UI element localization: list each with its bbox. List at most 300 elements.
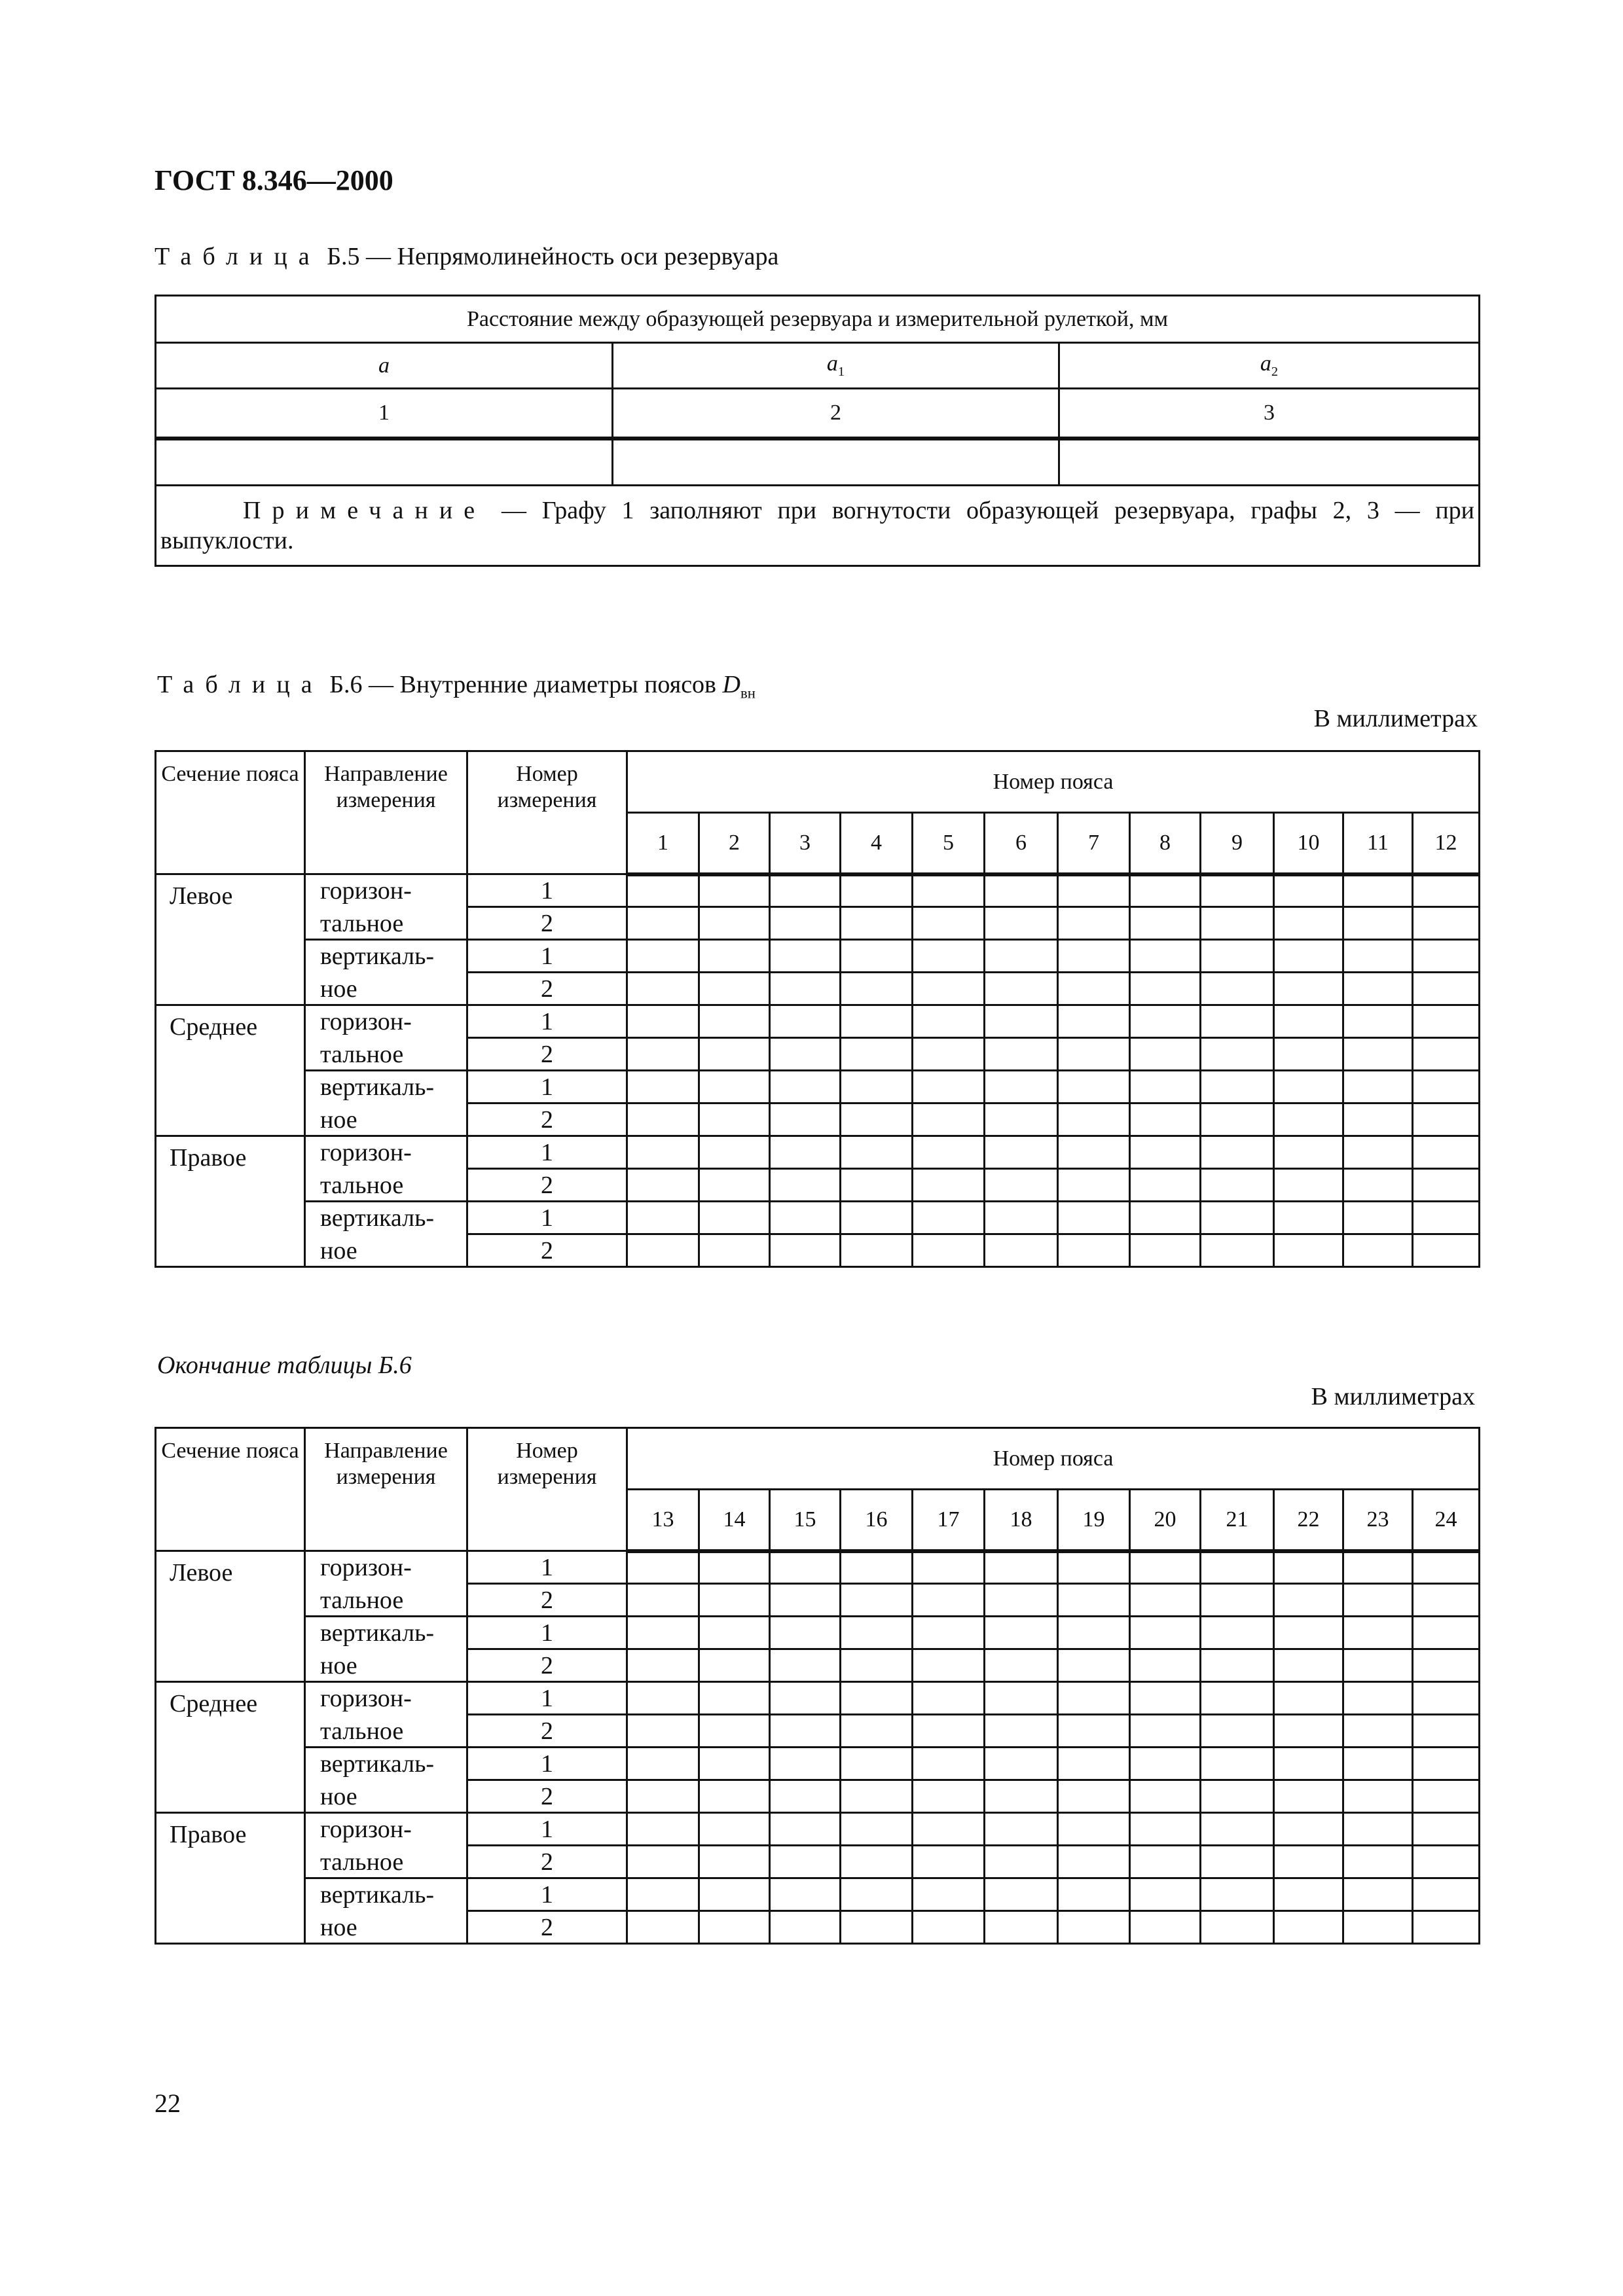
data-cell [985,1682,1058,1715]
data-cell [1274,1911,1343,1944]
data-cell [913,1617,985,1649]
table-row [156,874,1480,907]
table-row [156,907,1480,940]
data-cell [627,1715,699,1748]
data-cell [770,940,841,973]
data-cell [1274,1071,1343,1103]
data-cell [985,907,1058,940]
data-cell [1130,1136,1201,1169]
data-cell [1201,1649,1274,1682]
data-cell [1130,973,1201,1005]
table-b5-colnum: 1 [156,389,613,439]
page-number: 22 [155,2089,181,2118]
data-cell [841,1038,913,1071]
table-b6-end-units: В миллиметрах [1311,1383,1475,1410]
data-cell [699,1617,770,1649]
data-cell [1058,1584,1130,1617]
data-cell [1058,940,1130,973]
table-b5-main-header: Расстояние между образующей резервуара и измерительной рулеткой, мм [156,296,1480,343]
data-cell [1274,1234,1343,1267]
data-cell [1343,940,1413,973]
belt-number-cell: 2 [699,813,770,874]
data-cell [1413,1584,1480,1617]
data-cell [913,1234,985,1267]
table-b5-col-a1: $a_1$ [613,343,1059,389]
measure-number-cell: 1 [467,1617,627,1649]
data-cell [627,1878,699,1911]
data-cell [1201,1813,1274,1846]
data-cell [841,1103,913,1136]
table-b5-colnum: 3 [1059,389,1480,439]
data-cell [985,1813,1058,1846]
col-measure-header: Номер измерения [467,751,627,874]
data-cell [1413,1136,1480,1169]
data-cell [1413,1617,1480,1649]
data-cell [841,874,913,907]
data-cell [1201,1202,1274,1234]
data-cell [1343,1813,1413,1846]
data-cell [1201,1136,1274,1169]
data-cell [1201,1846,1274,1878]
table-row [156,1584,1480,1617]
table-row [156,1234,1480,1267]
data-cell [1058,1780,1130,1813]
data-cell [1413,1878,1480,1911]
data-cell [1343,1551,1413,1584]
data-cell [1130,1649,1201,1682]
data-cell [770,1005,841,1038]
data-cell [770,1617,841,1649]
data-cell [1130,874,1201,907]
data-cell [985,1748,1058,1780]
belt-number-cell: 11 [1343,813,1413,874]
col-measure-header: Номер измерения [467,1428,627,1551]
table-row [156,940,1480,973]
data-cell [1130,1169,1201,1202]
data-cell [1274,1748,1343,1780]
direction-cell: вертикаль- [305,1071,467,1103]
section-cell: Левое [156,1551,305,1682]
data-cell [627,1005,699,1038]
data-cell [770,1682,841,1715]
data-cell [627,907,699,940]
data-cell [1058,1071,1130,1103]
data-cell [913,1136,985,1169]
data-cell [699,1551,770,1584]
data-cell [913,1005,985,1038]
data-cell [1413,907,1480,940]
data-cell [841,1682,913,1715]
table-row [156,1878,1480,1911]
direction-cell: ное [305,1234,467,1267]
data-cell [770,1103,841,1136]
data-cell [627,1813,699,1846]
data-cell [1413,973,1480,1005]
data-cell [1413,1005,1480,1038]
data-cell [699,1103,770,1136]
data-cell [1343,1136,1413,1169]
data-cell [1130,940,1201,973]
data-cell [627,1748,699,1780]
data-cell [627,1846,699,1878]
data-cell [841,973,913,1005]
data-cell [770,1584,841,1617]
measure-number-cell: 1 [467,1748,627,1780]
data-cell [1343,1234,1413,1267]
data-cell [1130,1780,1201,1813]
data-cell [1413,1682,1480,1715]
data-cell [1413,1202,1480,1234]
data-cell [1058,1169,1130,1202]
table-row [156,1846,1480,1878]
data-cell [1130,1813,1201,1846]
data-cell [1413,1748,1480,1780]
data-cell [913,1169,985,1202]
data-cell [1343,1780,1413,1813]
data-cell [699,1682,770,1715]
measure-number-cell: 1 [467,1878,627,1911]
data-cell [627,940,699,973]
measure-number-cell: 2 [467,1780,627,1813]
data-cell [770,1234,841,1267]
direction-cell: вертикаль- [305,1878,467,1911]
data-cell [985,1234,1058,1267]
data-cell [770,1649,841,1682]
data-cell [913,1780,985,1813]
belt-number-cell: 10 [1274,813,1343,874]
section-cell: Правое [156,1813,305,1944]
data-cell [1201,1038,1274,1071]
data-cell [1274,940,1343,973]
caption-prefix: Таблица [155,243,321,270]
data-cell [1413,1071,1480,1103]
data-cell [1413,1715,1480,1748]
data-cell [1201,1071,1274,1103]
data-cell [1274,1103,1343,1136]
data-cell [1274,1617,1343,1649]
data-cell [1058,1748,1130,1780]
data-cell [1058,973,1130,1005]
data-cell [1274,1682,1343,1715]
table-row [156,1136,1480,1169]
data-cell [841,1748,913,1780]
section-cell: Среднее [156,1682,305,1813]
measure-number-cell: 1 [467,1813,627,1846]
data-cell [1413,1551,1480,1584]
data-cell [770,1748,841,1780]
data-cell [770,1911,841,1944]
data-cell [1274,1202,1343,1234]
data-cell [1274,1813,1343,1846]
col-direction-header: Направление измерения [305,751,467,874]
data-cell [841,1813,913,1846]
data-cell [1058,1911,1130,1944]
direction-cell: горизон- [305,874,467,907]
belt-number-cell: 20 [1130,1490,1201,1551]
data-cell [770,1846,841,1878]
data-cell [1201,874,1274,907]
data-cell [1058,1813,1130,1846]
table-row [156,1682,1480,1715]
data-cell [770,1551,841,1584]
table-row [156,1071,1480,1103]
direction-cell: тальное [305,1584,467,1617]
table-b6-caption [157,670,756,702]
col-section-header: Сечение пояса [156,751,305,874]
data-cell [1130,1551,1201,1584]
direction-cell: ное [305,1103,467,1136]
data-cell [1201,1682,1274,1715]
data-cell [1058,1878,1130,1911]
data-cell [1413,1780,1480,1813]
data-cell [699,940,770,973]
note-prefix: Примечание [243,497,486,524]
data-cell [1274,1780,1343,1813]
data-cell [1201,940,1274,973]
data-cell [1274,874,1343,907]
data-cell [985,1103,1058,1136]
data-cell [985,1617,1058,1649]
caption-text: Б.5 — Непрямолинейность оси резервуара [327,243,779,270]
measure-number-cell: 2 [467,1234,627,1267]
data-cell [1343,1846,1413,1878]
caption-text: Б.6 — Внутренние диаметры поясов [329,671,723,698]
data-cell [627,1202,699,1234]
data-cell [841,1649,913,1682]
data-cell [1130,1103,1201,1136]
table-row [156,1103,1480,1136]
data-cell [1201,907,1274,940]
measure-number-cell: 1 [467,1071,627,1103]
data-cell [841,1617,913,1649]
data-cell [1343,1005,1413,1038]
data-cell [627,1234,699,1267]
data-cell [1058,874,1130,907]
direction-cell: ное [305,1649,467,1682]
data-cell [841,1846,913,1878]
data-cell [1274,1169,1343,1202]
table-row [156,1202,1480,1234]
data-cell [985,1878,1058,1911]
data-cell [913,1038,985,1071]
measure-number-cell: 1 [467,1551,627,1584]
data-cell [913,940,985,973]
direction-cell: вертикаль- [305,1202,467,1234]
table-row [156,1169,1480,1202]
data-cell [1201,1780,1274,1813]
direction-cell: горизон- [305,1136,467,1169]
section-cell: Левое [156,874,305,1005]
data-cell [1274,1715,1343,1748]
document-title: ГОСТ 8.346—2000 [155,164,393,196]
belt-number-cell: 4 [841,813,913,874]
caption-prefix: Таблица [157,671,323,698]
data-cell [699,1136,770,1169]
data-cell [1058,1136,1130,1169]
direction-cell: тальное [305,1038,467,1071]
data-cell [1274,1005,1343,1038]
section-cell: Правое [156,1136,305,1267]
measure-number-cell: 1 [467,1682,627,1715]
data-cell [699,1005,770,1038]
data-cell [627,1682,699,1715]
measure-number-cell: 2 [467,1846,627,1878]
note-text: — Графу 1 заполняют при вогнутости образующей резервуара, графы 2, 3 — при выпуклости. [160,497,1474,554]
table-b5-col-a: a [156,343,613,389]
direction-cell: вертикаль- [305,940,467,973]
data-cell [627,1780,699,1813]
data-cell [699,907,770,940]
table-row [156,1813,1480,1846]
data-cell [1201,1551,1274,1584]
data-cell [841,1911,913,1944]
data-cell [627,1911,699,1944]
data-cell [1201,1584,1274,1617]
data-cell [985,1715,1058,1748]
table-b5-caption [155,242,778,271]
data-cell [627,874,699,907]
data-cell [627,1136,699,1169]
data-cell [985,1780,1058,1813]
data-cell [1201,1748,1274,1780]
data-cell [1274,907,1343,940]
data-cell [841,1715,913,1748]
data-cell [627,1617,699,1649]
data-cell [913,1071,985,1103]
data-cell [1058,1617,1130,1649]
measure-number-cell: 2 [467,973,627,1005]
table-row [156,1617,1480,1649]
table-row [156,1038,1480,1071]
data-cell [1201,1911,1274,1944]
belt-number-cell: 8 [1130,813,1201,874]
data-cell [1413,940,1480,973]
data-cell [1130,1038,1201,1071]
data-cell [699,973,770,1005]
data-cell [1343,1878,1413,1911]
data-cell [1343,1103,1413,1136]
belt-number-cell: 18 [985,1490,1058,1551]
data-cell [1058,1682,1130,1715]
data-cell [1201,1715,1274,1748]
data-cell [1413,874,1480,907]
data-cell [1058,1551,1130,1584]
data-cell [1130,1584,1201,1617]
belt-number-cell: 13 [627,1490,699,1551]
data-cell [841,1169,913,1202]
caption-symbol: D [722,671,740,698]
direction-cell: тальное [305,1846,467,1878]
data-cell [770,1169,841,1202]
data-cell [1201,1005,1274,1038]
data-cell [1058,907,1130,940]
data-cell [699,1813,770,1846]
data-cell [913,1649,985,1682]
data-cell [699,1878,770,1911]
data-cell [1058,1005,1130,1038]
data-cell [1343,907,1413,940]
belt-number-cell: 9 [1201,813,1274,874]
belt-number-cell: 21 [1201,1490,1274,1551]
direction-cell: горизон- [305,1682,467,1715]
data-cell [913,1878,985,1911]
data-cell [699,1846,770,1878]
direction-cell: тальное [305,907,467,940]
data-cell [1343,1911,1413,1944]
data-cell [1274,1136,1343,1169]
data-cell [1413,1169,1480,1202]
data-cell [699,1584,770,1617]
belt-number-cell: 6 [985,813,1058,874]
data-cell [770,1038,841,1071]
data-cell [1130,1617,1201,1649]
data-cell [1130,907,1201,940]
measure-number-cell: 2 [467,1649,627,1682]
table-row [156,973,1480,1005]
data-cell [913,1682,985,1715]
measure-number-cell: 1 [467,1136,627,1169]
data-cell [699,1071,770,1103]
col-direction-header: Направление измерения [305,1428,467,1551]
data-cell [770,973,841,1005]
data-cell [1343,1715,1413,1748]
data-cell [1130,1202,1201,1234]
data-cell [1058,1202,1130,1234]
measure-number-cell: 2 [467,1038,627,1071]
belt-number-cell: 5 [913,813,985,874]
table-row [156,1551,1480,1584]
data-cell [1130,1846,1201,1878]
data-cell [985,1551,1058,1584]
data-cell [1274,973,1343,1005]
data-cell [1130,1748,1201,1780]
data-cell [1130,1071,1201,1103]
data-cell [1058,1846,1130,1878]
data-cell [699,1748,770,1780]
data-cell [913,1748,985,1780]
data-cell [1274,1846,1343,1878]
data-cell [1130,1682,1201,1715]
data-cell [985,1846,1058,1878]
data-cell [1201,1617,1274,1649]
measure-number-cell: 2 [467,907,627,940]
data-cell [699,1169,770,1202]
data-cell [627,1169,699,1202]
data-cell [1130,1715,1201,1748]
data-cell [1058,1234,1130,1267]
belt-number-cell: 17 [913,1490,985,1551]
data-cell [699,1715,770,1748]
data-cell [841,1584,913,1617]
data-cell [841,1136,913,1169]
table-row [156,1748,1480,1780]
data-cell [841,1202,913,1234]
data-cell [913,1911,985,1944]
data-cell [1130,1005,1201,1038]
data-cell [770,1202,841,1234]
measure-number-cell: 1 [467,1202,627,1234]
data-cell [985,1169,1058,1202]
data-cell [1058,1103,1130,1136]
data-cell [841,940,913,973]
table-b5-empty-cell [613,439,1059,486]
direction-cell: вертикаль- [305,1617,467,1649]
table-b6-end [155,1427,1480,1945]
belt-number-cell: 3 [770,813,841,874]
data-cell [841,907,913,940]
data-cell [985,1005,1058,1038]
measure-number-cell: 1 [467,874,627,907]
